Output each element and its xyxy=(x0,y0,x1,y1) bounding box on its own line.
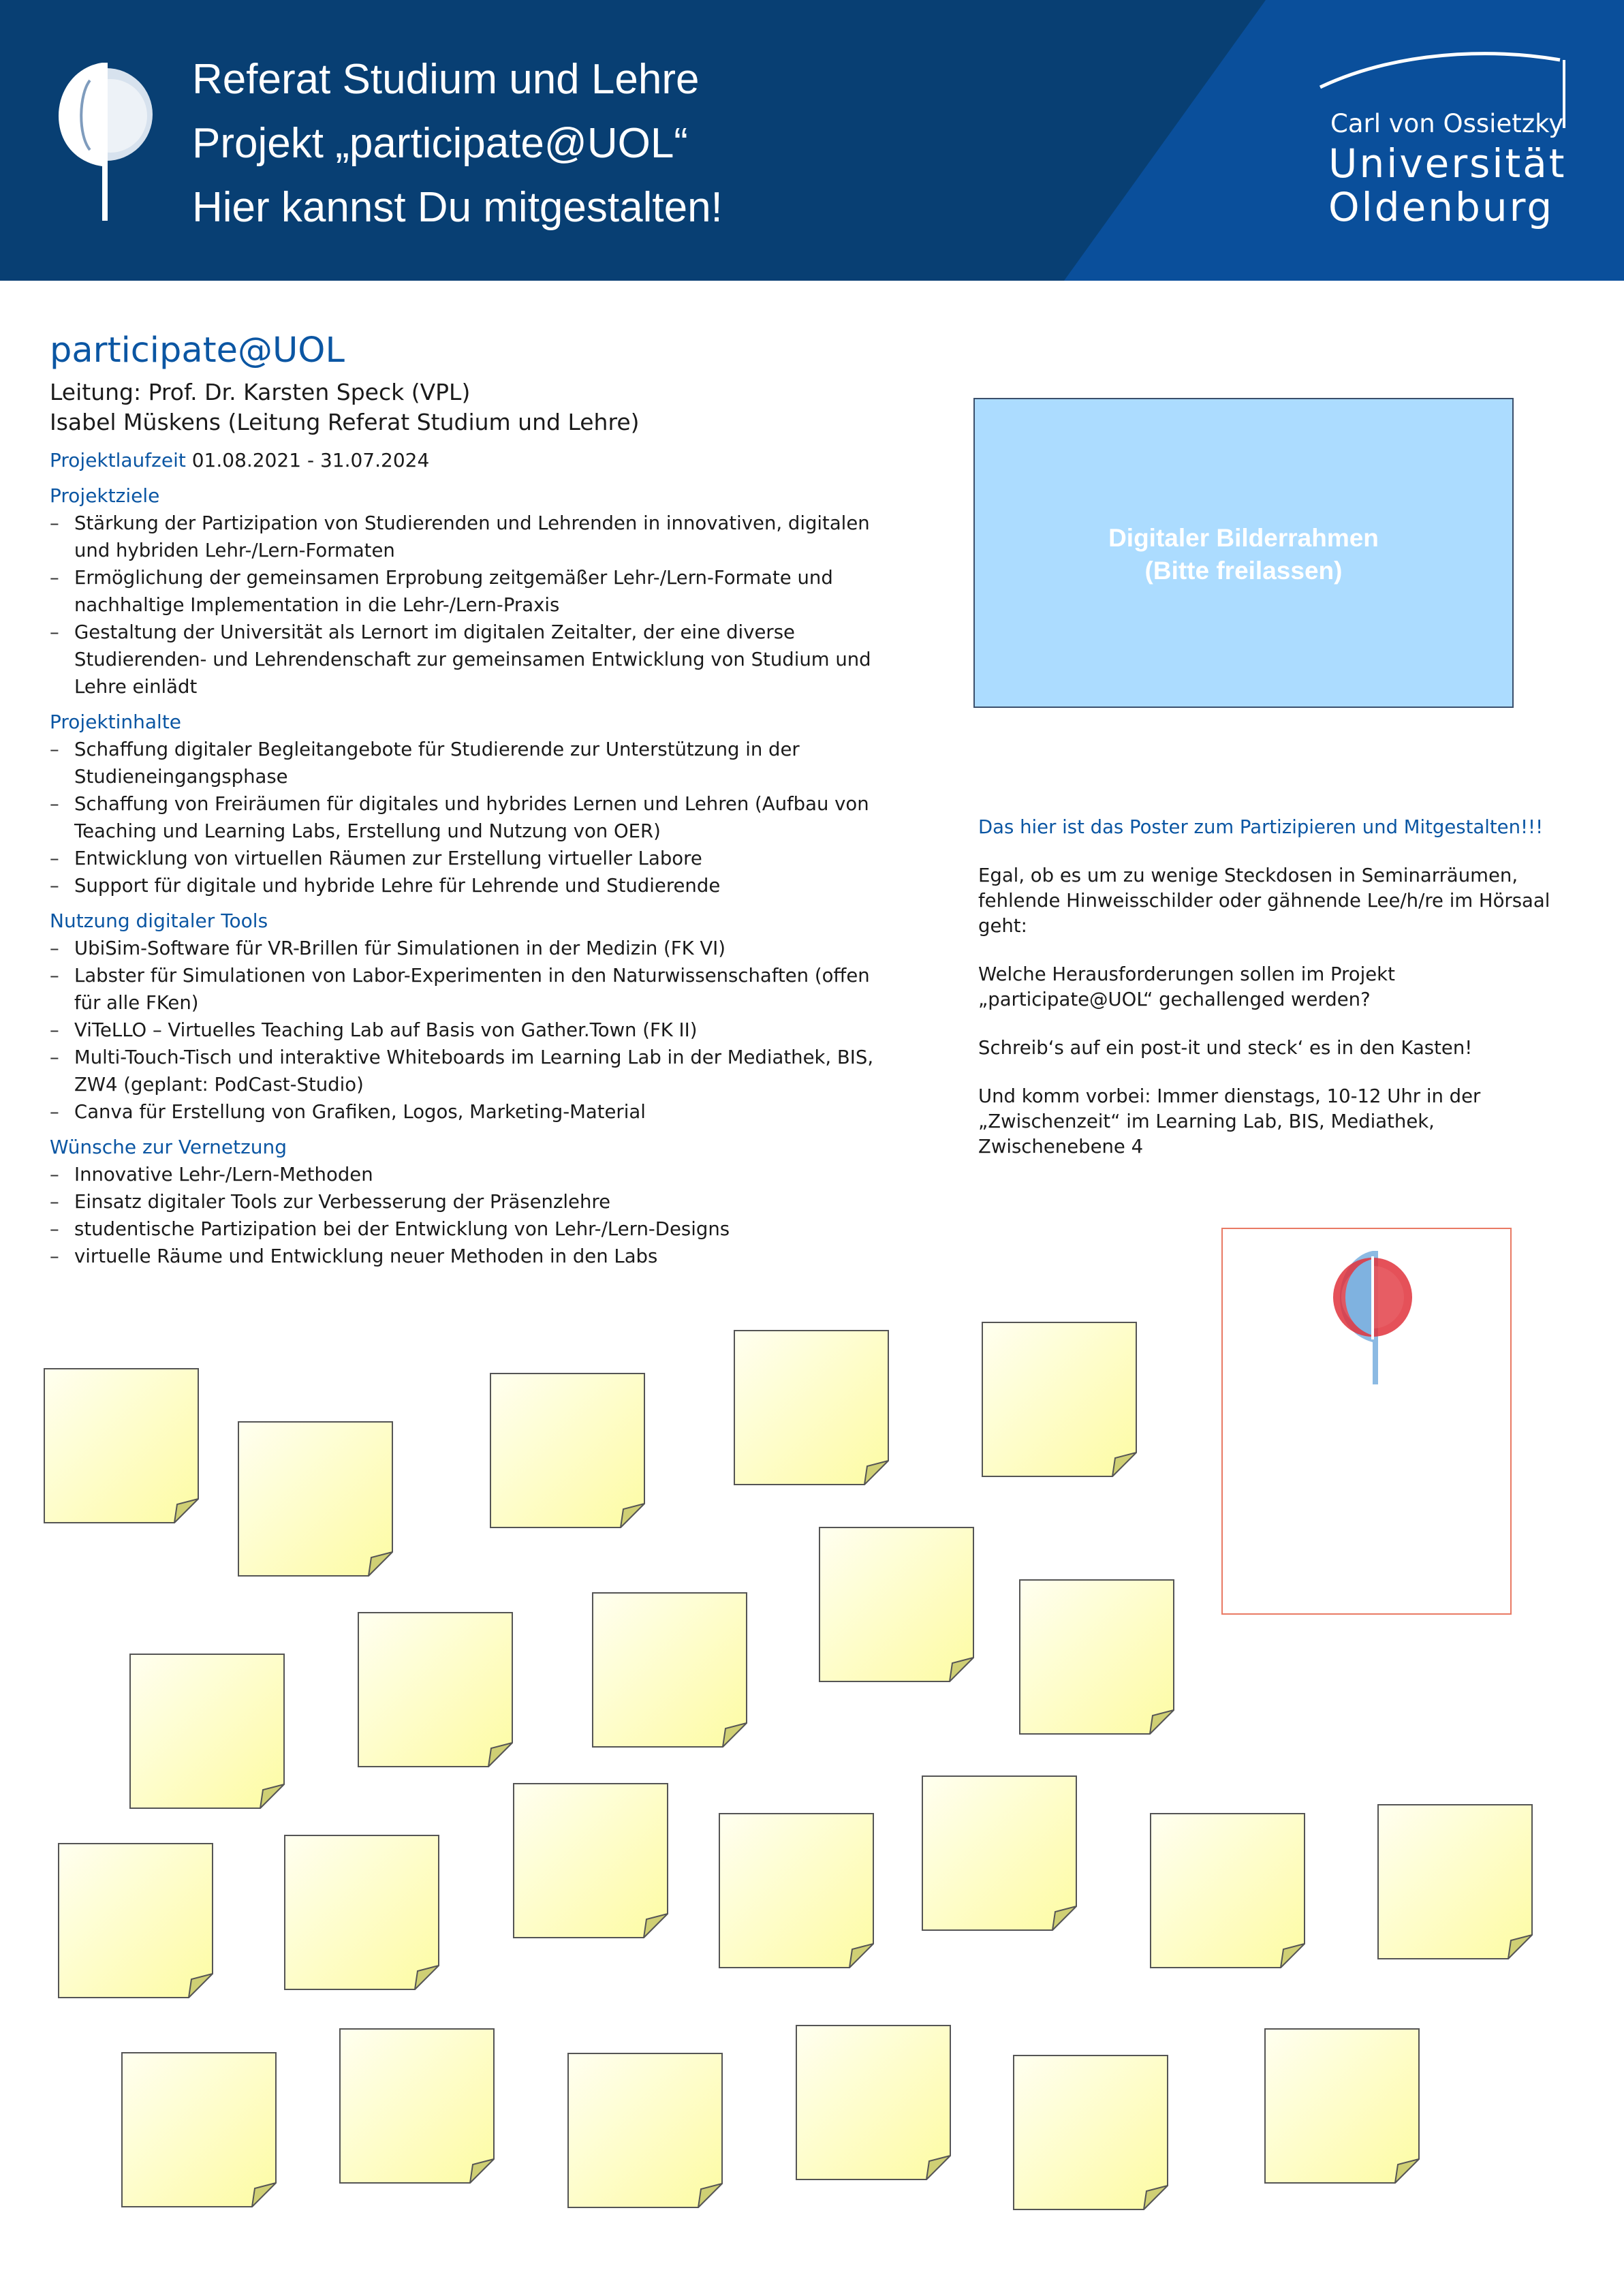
call-paragraph: Welche Herausforderungen sollen im Projekt „participate@UOL“ gechallenged werden? xyxy=(978,963,1395,1010)
sticky-note[interactable] xyxy=(1377,1804,1533,1959)
runtime-value: 01.08.2021 - 31.07.2024 xyxy=(185,448,430,471)
list-item: – Support für digitale und hybride Lehre für Lehrende und Studierende xyxy=(50,872,894,899)
digital-picture-frame xyxy=(973,398,1514,708)
sticky-note[interactable] xyxy=(358,1612,513,1767)
header-banner xyxy=(0,0,1624,281)
sticky-note[interactable] xyxy=(1019,1579,1174,1735)
list-item: – Schaffung digitaler Begleitangebote für Studierende zur Unterstützung in der Studieneingangsphase xyxy=(50,736,894,790)
sticky-note[interactable] xyxy=(1150,1813,1305,1968)
sticky-note[interactable] xyxy=(121,2052,277,2207)
contents-list xyxy=(50,736,894,899)
sticky-note[interactable] xyxy=(513,1783,668,1938)
call-to-action xyxy=(978,815,1557,1160)
list-item: – virtuelle Räume und Entwicklung neuer Methoden in den Labs xyxy=(50,1243,894,1270)
frame-label-line1: Digitaler Bilderrahmen xyxy=(1108,524,1379,552)
section-heading-tools: Nutzung digitaler Tools xyxy=(50,909,268,932)
list-item: – Labster für Simulationen von Labor-Experimenten in den Naturwissenschaften (offen für alle FKen) xyxy=(50,962,894,1017)
university-name-line3: Oldenburg xyxy=(1328,184,1555,230)
list-item: – Gestaltung der Universität als Lernort im digitalen Zeitalter, der eine diverse Studierenden- und Lehrendenschaft zur gemeinsamen Entwicklung von Studium und Lehre einlädt xyxy=(50,619,894,700)
sticky-note[interactable] xyxy=(238,1421,393,1577)
list-item: – Innovative Lehr-/Lern-Methoden xyxy=(50,1161,894,1188)
submission-box xyxy=(1221,1228,1512,1615)
call-paragraph: Und komm vorbei: Immer dienstags, 10-12 Uhr in der „Zwischenzeit“ im Learning Lab, BIS, Mediathek, Zwischenebene 4 xyxy=(978,1085,1481,1158)
call-headline: Das hier ist das Poster zum Partizipieren und Mitgestalten!!! xyxy=(978,816,1544,838)
sticky-note[interactable] xyxy=(922,1775,1077,1931)
sticky-note[interactable] xyxy=(284,1835,439,1990)
project-lead: Leitung: Prof. Dr. Karsten Speck (VPL) xyxy=(50,378,471,405)
participate-logo-icon xyxy=(54,60,158,223)
list-item: – Schaffung von Freiräumen für digitales und hybrides Lernen und Lehren (Aufbau von Teaching und Learning Labs, Erstellung und Nutzung von OER) xyxy=(50,790,894,845)
header-line-project: Projekt „participate@UOL“ xyxy=(192,120,688,167)
sticky-note[interactable] xyxy=(490,1373,645,1528)
section-heading-goals: Projektziele xyxy=(50,484,160,507)
list-item: – ViTeLLO – Virtuelles Teaching Lab auf Basis von Gather.Town (FK II) xyxy=(50,1017,894,1044)
sticky-note[interactable] xyxy=(44,1368,199,1523)
tools-list xyxy=(50,935,894,1126)
runtime-label: Projektlaufzeit xyxy=(50,448,186,471)
list-item: – Ermöglichung der gemeinsamen Erprobung zeitgemäßer Lehr-/Lern-Formate und nachhaltige Implementation in die Lehr-/Lern-Praxis xyxy=(50,564,894,619)
frame-label xyxy=(975,522,1512,587)
sticky-note[interactable] xyxy=(567,2053,723,2208)
list-item: – UbiSim-Software für VR-Brillen für Simulationen in der Medizin (FK VI) xyxy=(50,935,894,962)
sticky-note[interactable] xyxy=(719,1813,874,1968)
sticky-note[interactable] xyxy=(592,1592,747,1748)
list-item: – Entwicklung von virtuellen Räumen zur Erstellung virtueller Labore xyxy=(50,845,894,872)
list-item: – studentische Partizipation bei der Entwicklung von Lehr-/Lern-Designs xyxy=(50,1215,894,1243)
list-item: – Multi-Touch-Tisch und interaktive Whiteboards im Learning Lab in der Mediathek, BIS, ZW4 (geplant: PodCast-Studio) xyxy=(50,1044,894,1098)
section-heading-networking: Wünsche zur Vernetzung xyxy=(50,1135,287,1158)
university-name-line2: Universität xyxy=(1328,140,1567,187)
university-name-line1: Carl von Ossietzky xyxy=(1330,109,1564,138)
list-item: – Einsatz digitaler Tools zur Verbesserung der Präsenzlehre xyxy=(50,1188,894,1215)
header-line-department: Referat Studium und Lehre xyxy=(192,56,700,103)
project-info xyxy=(50,332,894,1270)
sticky-note[interactable] xyxy=(1013,2055,1168,2210)
list-item: – Canva für Erstellung von Grafiken, Logos, Marketing-Material xyxy=(50,1098,894,1126)
call-paragraph: Egal, ob es um zu wenige Steckdosen in Seminarräumen, fehlende Hinweisschilder oder gähnende Lee/h/re im Hörsaal geht: xyxy=(978,865,1550,937)
sticky-note[interactable] xyxy=(58,1843,213,1998)
frame-label-line2: (Bitte freilassen) xyxy=(1144,557,1343,585)
project-lead-second: Isabel Müskens (Leitung Referat Studium und Lehre) xyxy=(50,408,640,435)
list-item: – Stärkung der Partizipation von Studierenden und Lehrenden in innovativen, digitalen und hybriden Lehr-/Lern-Formaten xyxy=(50,510,894,564)
project-runtime xyxy=(50,447,894,474)
sticky-note[interactable] xyxy=(339,2028,495,2184)
sticky-note[interactable] xyxy=(819,1527,974,1682)
section-heading-contents: Projektinhalte xyxy=(50,710,182,733)
participate-logo-icon xyxy=(1332,1250,1420,1386)
sticky-note[interactable] xyxy=(129,1654,285,1809)
sticky-note[interactable] xyxy=(982,1322,1137,1477)
sticky-note[interactable] xyxy=(734,1330,889,1485)
goals-list xyxy=(50,510,894,700)
university-logo xyxy=(1315,48,1574,230)
project-title: participate@UOL xyxy=(50,330,345,371)
sticky-note[interactable] xyxy=(1264,2028,1420,2184)
header-line-slogan: Hier kannst Du mitgestalten! xyxy=(192,184,723,231)
call-paragraph: Schreib‘s auf ein post-it und steck‘ es in den Kasten! xyxy=(978,1037,1473,1059)
sticky-note[interactable] xyxy=(796,2025,951,2180)
networking-list xyxy=(50,1161,894,1270)
